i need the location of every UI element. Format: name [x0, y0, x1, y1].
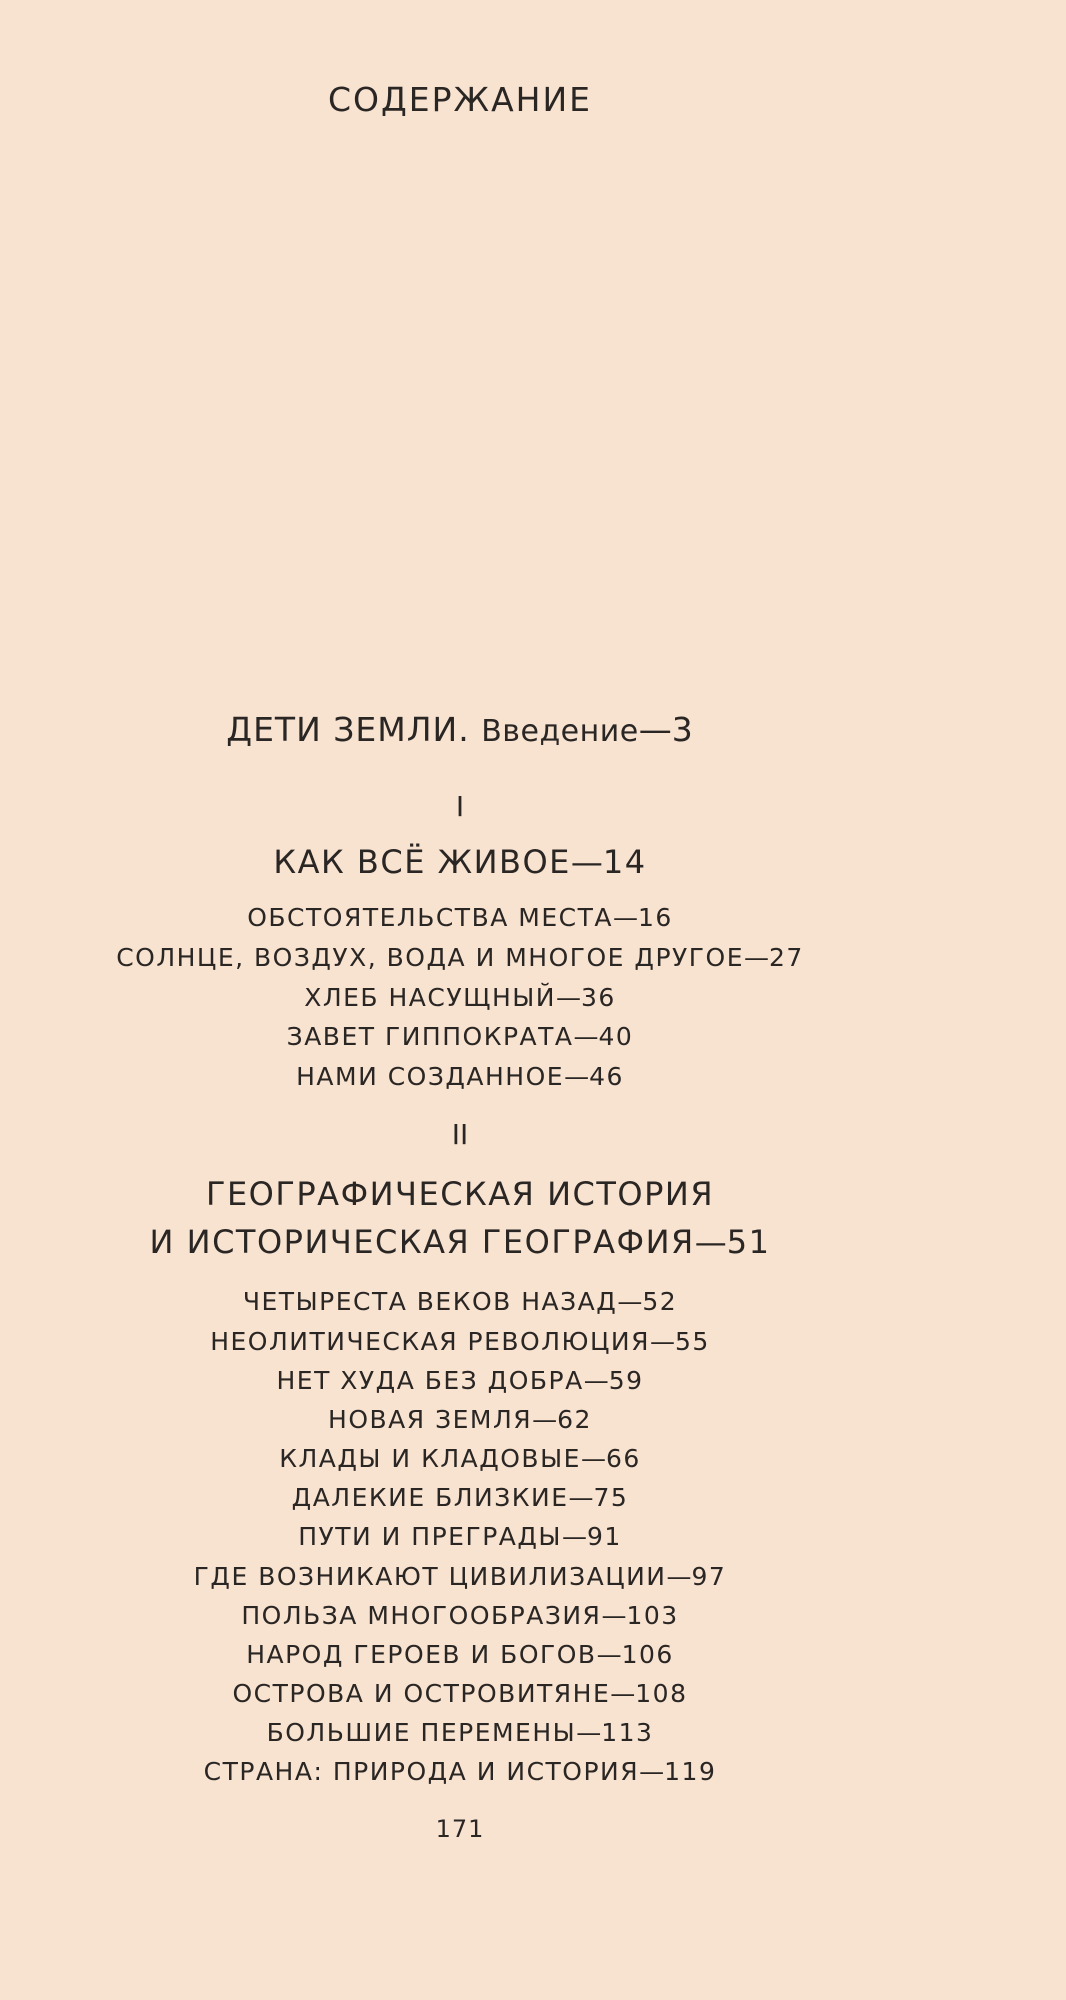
toc-entry	[0, 983, 920, 1012]
part-numeral: II	[451, 1118, 469, 1151]
toc-entry	[0, 1405, 920, 1434]
dash: —	[744, 943, 769, 972]
toc-entry	[0, 1483, 920, 1512]
toc-entry	[0, 1679, 920, 1708]
part-title	[0, 1175, 920, 1213]
dash: —	[561, 1522, 587, 1551]
entry-title: НАРОД ГЕРОЕВ И БОГОВ	[246, 1640, 597, 1669]
dash: —	[601, 1601, 627, 1630]
toc-entry	[0, 903, 920, 932]
toc-entry	[0, 1757, 920, 1786]
dash: —	[532, 1405, 558, 1434]
entry-title: ЗАВЕТ ГИППОКРАТА	[286, 1022, 574, 1051]
toc-entry	[0, 1601, 920, 1630]
entry-title: ОБСТОЯТЕЛЬСТВА МЕСТА	[247, 903, 613, 932]
dash: —	[639, 1757, 665, 1786]
entry-title: ХЛЕБ НАСУЩНЫЙ	[304, 983, 556, 1012]
dash: —	[694, 1223, 727, 1261]
entry-title: ОСТРОВА И ОСТРОВИТЯНЕ	[232, 1679, 611, 1708]
dash: —	[610, 1679, 636, 1708]
page-number: 171	[435, 1815, 485, 1843]
entry-page: 91	[586, 1522, 622, 1551]
part-title-page: 51	[726, 1223, 771, 1261]
toc-entry	[0, 1562, 920, 1591]
entry-page: 103	[626, 1601, 679, 1630]
entry-page: 16	[637, 903, 673, 932]
toc-entry	[0, 1022, 920, 1051]
toc-entry	[0, 1522, 920, 1551]
entry-page: 27	[769, 943, 804, 972]
page-title: СОДЕРЖАНИЕ	[327, 80, 593, 119]
intro-subtitle: Введение	[481, 714, 639, 749]
dash: —	[576, 1718, 602, 1747]
dash: —	[617, 1287, 643, 1316]
dash: —	[596, 1640, 622, 1669]
dash: —	[649, 1327, 675, 1356]
entry-title: ПОЛЬЗА МНОГООБРАЗИЯ	[241, 1601, 602, 1630]
entry-title: СТРАНА: ПРИРОДА И ИСТОРИЯ	[203, 1757, 640, 1786]
entry-page: 119	[664, 1757, 717, 1786]
entry-page: 113	[601, 1718, 654, 1747]
dash: —	[583, 1366, 609, 1395]
toc-entry	[0, 1287, 920, 1316]
toc-entry	[0, 943, 920, 972]
dash: —	[580, 1444, 606, 1473]
intro-title: ДЕТИ ЗЕМЛИ.	[226, 710, 470, 749]
entry-page: 62	[557, 1405, 592, 1434]
dash: —	[568, 1483, 594, 1512]
part-title	[0, 843, 920, 881]
entry-title: БОЛЬШИЕ ПЕРЕМЕНЫ	[266, 1718, 577, 1747]
dash: —	[666, 1562, 692, 1591]
entry-title: ДАЛЕКИЕ БЛИЗКИЕ	[291, 1483, 569, 1512]
part-title-text: ГЕОГРАФИЧЕСКАЯ ИСТОРИЯ	[205, 1175, 715, 1213]
entry-page: 36	[581, 983, 616, 1012]
entry-page: 75	[593, 1483, 629, 1512]
entry-title: НОВАЯ ЗЕМЛЯ	[328, 1405, 533, 1434]
entry-title: ЧЕТЫРЕСТА ВЕКОВ НАЗАД	[242, 1287, 618, 1316]
entry-page: 40	[598, 1022, 634, 1051]
intro-entry	[0, 710, 920, 749]
entry-title: НЕОЛИТИЧЕСКАЯ РЕВОЛЮЦИЯ	[210, 1327, 650, 1356]
part-title-text: КАК ВСЁ ЖИВОЕ	[273, 843, 571, 881]
toc-entry	[0, 1366, 920, 1395]
part-title	[0, 1223, 920, 1261]
entry-page: 97	[691, 1562, 727, 1591]
entry-title: ПУТИ И ПРЕГРАДЫ	[298, 1522, 562, 1551]
toc-entry	[0, 1718, 920, 1747]
entry-title: СОЛНЦЕ, ВОЗДУХ, ВОДА И МНОГОЕ ДРУГОЕ	[116, 943, 744, 972]
dash: —	[564, 1062, 590, 1091]
entry-title: ГДЕ ВОЗНИКАЮТ ЦИВИЛИЗАЦИИ	[193, 1562, 667, 1591]
dash: —	[612, 903, 638, 932]
entry-page: 106	[621, 1640, 674, 1669]
entry-page: 52	[642, 1287, 678, 1316]
dash: —	[573, 1022, 599, 1051]
entry-page: 46	[589, 1062, 624, 1091]
entry-title: НАМИ СОЗДАННОЕ	[296, 1062, 565, 1091]
dash: —	[556, 983, 581, 1012]
part-title-text: И ИСТОРИЧЕСКАЯ ГЕОГРАФИЯ	[149, 1223, 695, 1261]
part-title-page: 14	[602, 843, 647, 881]
toc-entry	[0, 1640, 920, 1669]
toc-entry	[0, 1444, 920, 1473]
intro-page: 3	[671, 710, 694, 749]
entry-page: 55	[674, 1327, 710, 1356]
entry-title: НЕТ ХУДА БЕЗ ДОБРА	[276, 1366, 584, 1395]
entry-page: 66	[605, 1444, 641, 1473]
dash: —	[638, 710, 672, 749]
toc-entry	[0, 1062, 920, 1091]
dash: —	[570, 843, 603, 881]
entry-title: КЛАДЫ И КЛАДОВЫЕ	[279, 1444, 581, 1473]
toc-entry	[0, 1327, 920, 1356]
entry-page: 108	[635, 1679, 688, 1708]
entry-page: 59	[608, 1366, 644, 1395]
part-numeral: I	[455, 790, 465, 823]
